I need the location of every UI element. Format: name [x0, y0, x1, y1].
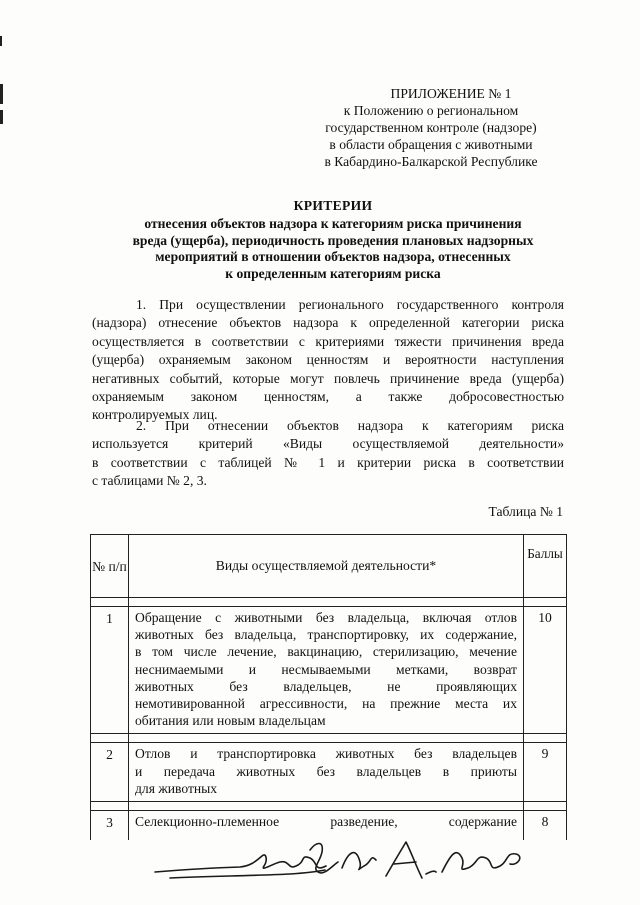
- activity-line: неснимаемыми и несмываемыми метками, возврат: [135, 661, 517, 677]
- header-activity: Виды осуществляемой деятельности*: [129, 535, 524, 598]
- row-number: 2: [91, 743, 129, 802]
- criteria-subtitle-line: отнесения объектов надзора к категориям риска причинения: [144, 216, 522, 232]
- row-activity: [129, 607, 524, 734]
- activity-line: обитания или новым владельцам: [135, 713, 326, 729]
- criteria-title: КРИТЕРИИ: [293, 198, 373, 213]
- paragraph-line: (ущерба) охраняемым законом ценностям и вероятности наступления: [92, 352, 564, 368]
- appendix-line: в области обращения с животными: [329, 136, 533, 152]
- paragraph-line: (надзора) отнесение объектов надзора к определенной категории риска: [92, 315, 564, 331]
- paragraph-line: 2. При отнесении объектов надзора к категориям риска: [136, 418, 564, 433]
- header-number: № п/п: [91, 535, 129, 598]
- row-number: 3: [91, 811, 129, 841]
- criteria-heading: [98, 198, 568, 282]
- activity-line: в том числе лечение, вакцинацию, стерилизацию, мечение: [135, 644, 517, 660]
- paragraph-line: с таблицами № 2, 3.: [92, 473, 207, 489]
- criteria-subtitle-line: вреда (ущерба), периодичность проведения плановых надзорных: [132, 232, 534, 248]
- paragraph-line: в соответствии с таблицей № 1 и критерии риска в соответствии: [92, 454, 564, 470]
- paragraph-1: [92, 296, 564, 425]
- activity-line: для животных: [135, 780, 218, 796]
- table-spacer-row: [91, 802, 567, 811]
- paragraph-2: [92, 417, 564, 491]
- handwritten-signatures: [150, 832, 530, 902]
- appendix-line: государственном контроле (надзоре): [325, 119, 537, 135]
- table-row: [91, 743, 567, 802]
- paragraph-line: используется критерий «Виды осуществляемой деятельности»: [92, 436, 564, 452]
- activity-line: и передача животных без владельцев в приюты: [135, 763, 517, 779]
- row-score: 10: [524, 607, 567, 734]
- criteria-subtitle-line: к определенным категориям риска: [225, 265, 441, 281]
- header-score: Баллы: [524, 535, 567, 598]
- activity-line: Отлов и транспортировка животных без владельцев: [135, 746, 517, 762]
- activity-table: [90, 534, 567, 840]
- activity-line: животных без владельца, транспортировку, их содержание,: [135, 627, 517, 643]
- row-score: 9: [524, 743, 567, 802]
- appendix-title: ПРИЛОЖЕНИЕ № 1: [390, 86, 512, 101]
- activity-line: немотивированной агрессивности, на прежние места их: [135, 696, 517, 712]
- appendix-line: к Положению о региональном: [343, 102, 519, 118]
- appendix-header: [300, 86, 562, 171]
- paragraph-line: контролируемых лиц.: [92, 407, 218, 423]
- paragraph-line: 1. При осуществлении регионального государственного контроля: [136, 297, 564, 312]
- table-row: [91, 607, 567, 734]
- appendix-line: в Кабардино-Балкарской Республике: [324, 153, 538, 169]
- paragraph-line: осуществляется в соответствии с критериями тяжести причинения вреда: [92, 333, 564, 349]
- criteria-subtitle-line: мероприятий в отношении объектов надзора, отнесенных: [155, 249, 511, 265]
- activity-line: животных без владельцев, не проявляющих: [135, 678, 517, 694]
- activity-line: Селекционно-племенное разведение, содержание: [135, 814, 517, 830]
- table-header-row: [91, 535, 567, 598]
- table-spacer-row: [91, 598, 567, 607]
- table-caption: Таблица № 1: [488, 504, 563, 519]
- row-score: 8: [524, 811, 567, 841]
- paragraph-line: негативных событий, которые могут повлечь причинение вреда (ущерба): [92, 370, 564, 386]
- table-spacer-row: [91, 734, 567, 743]
- activity-line: Обращение с животными без владельца, включая отлов: [135, 610, 517, 625]
- scan-edge-marks: [0, 0, 6, 905]
- paragraph-line: охраняемым законом ценностям, а также добросовестностью: [92, 389, 564, 405]
- row-number: 1: [91, 607, 129, 734]
- row-activity: [129, 743, 524, 802]
